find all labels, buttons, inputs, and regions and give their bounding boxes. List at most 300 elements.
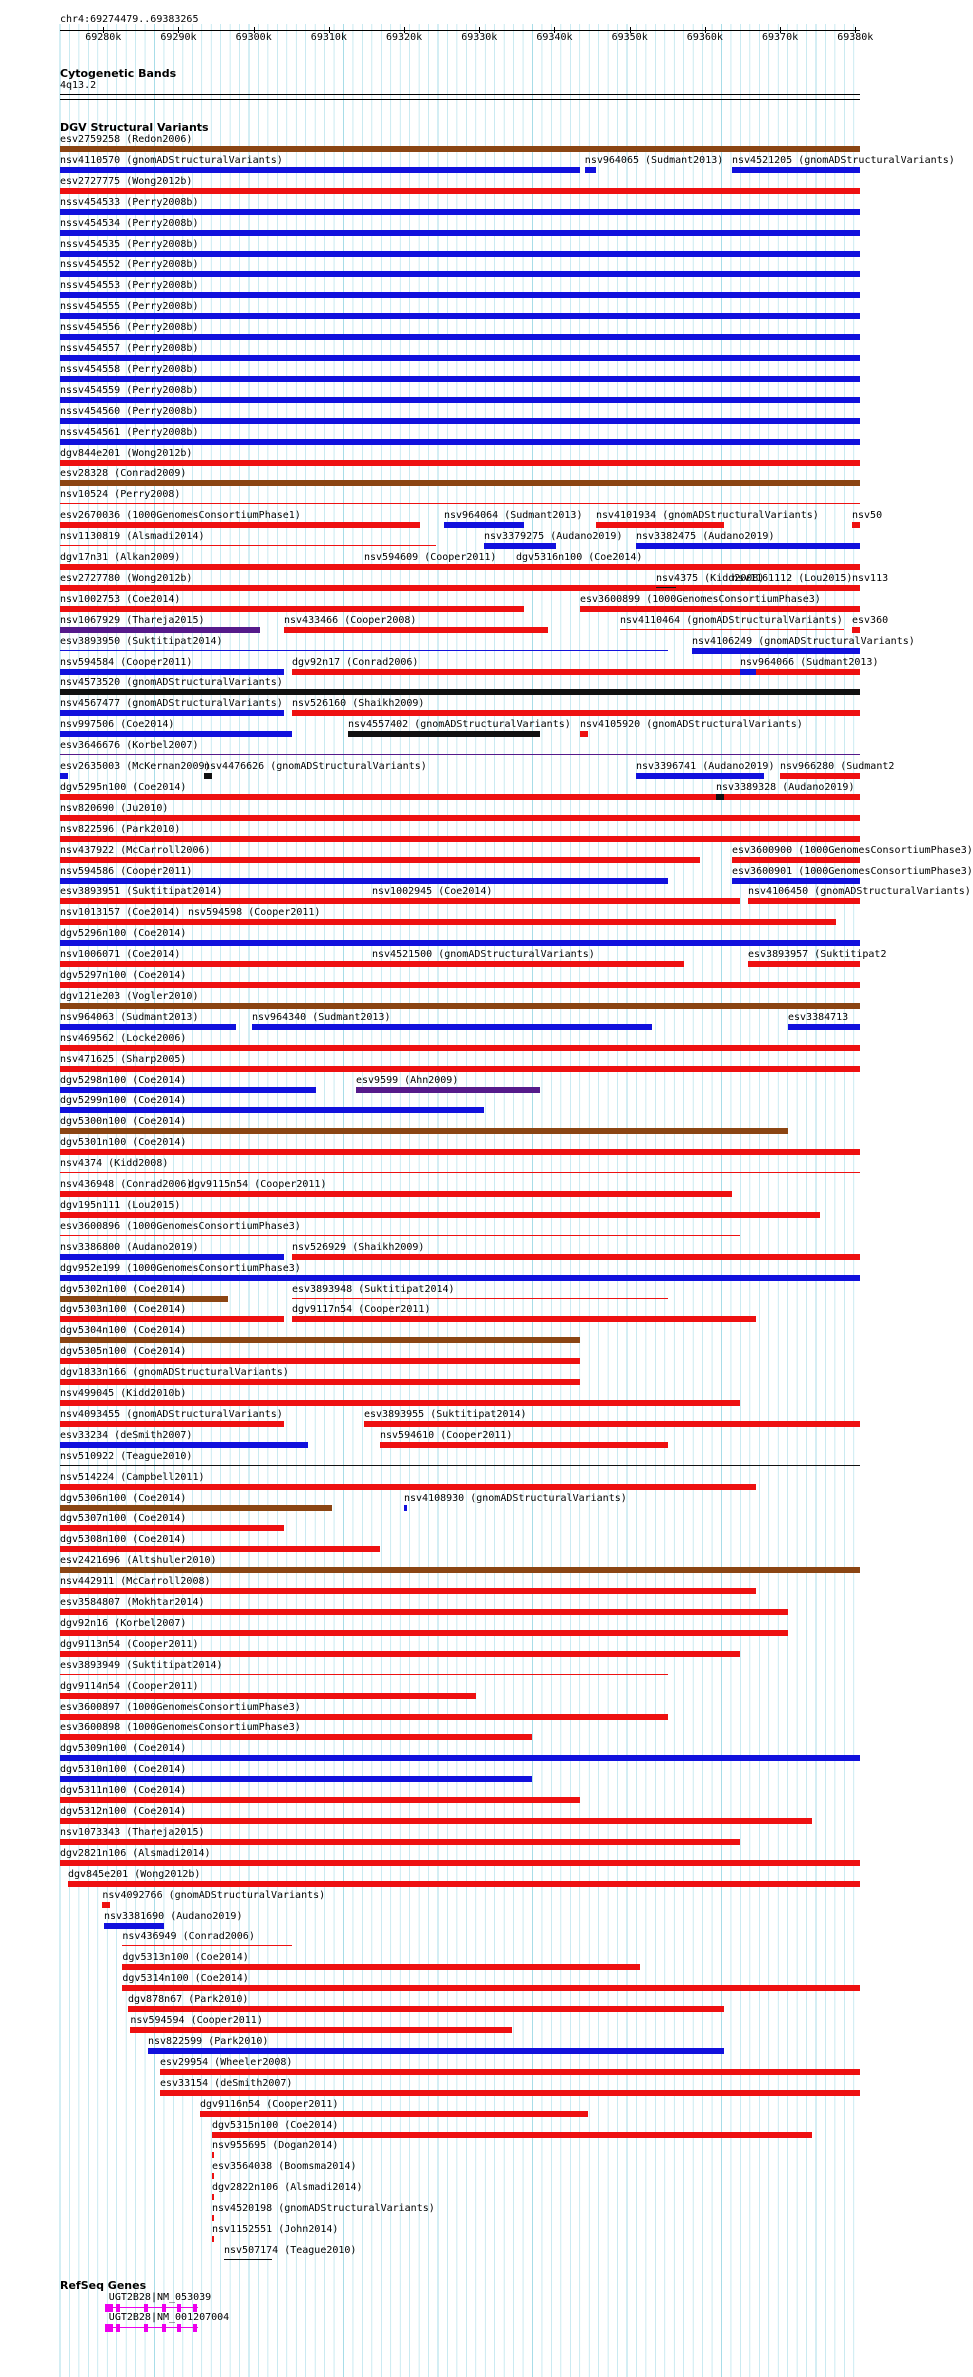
variant-label[interactable]: nsv4567477 (gnomADStructuralVariants) <box>60 698 283 710</box>
gene-exon[interactable] <box>116 2324 120 2332</box>
variant-bar[interactable] <box>252 1024 652 1030</box>
variant-label[interactable]: nsv4092766 (gnomADStructuralVariants) <box>102 1889 326 1901</box>
variant-bar[interactable] <box>748 961 860 967</box>
variant-label[interactable]: nsv4557402 (gnomADStructuralVariants) <box>348 719 571 731</box>
variant-label[interactable]: nssv454560 (Perry2008b) <box>60 405 199 417</box>
variant-bar[interactable] <box>364 564 516 570</box>
variant-label[interactable]: nsv510922 (Teague2010) <box>60 1450 193 1462</box>
variant-label[interactable]: dgv5306n100 (Coe2014) <box>60 1492 187 1504</box>
variant-bar[interactable] <box>60 1588 756 1594</box>
variant-label[interactable]: dgv5315n100 (Coe2014) <box>212 2119 339 2131</box>
gene-exon[interactable] <box>162 2324 166 2332</box>
variant-bar[interactable] <box>60 1066 860 1072</box>
variant-label[interactable]: dgv9117n54 (Cooper2011) <box>292 1304 431 1316</box>
variant-label[interactable]: dgv9115n54 (Cooper2011) <box>188 1179 327 1190</box>
variant-bar[interactable] <box>60 376 860 382</box>
variant-label[interactable]: nsv964066 (Sudmant2013) <box>740 656 879 668</box>
variant-label[interactable]: nsv1073343 (Thareja2015) <box>60 1826 205 1838</box>
variant-bar[interactable] <box>160 2090 860 2096</box>
variant-label[interactable]: nsv964064 (Sudmant2013) <box>444 510 583 522</box>
variant-label[interactable]: nsv469562 (Locke2006) <box>60 1032 187 1044</box>
variant-label[interactable]: nsv820690 (Ju2010) <box>60 802 169 814</box>
gene-exon[interactable] <box>162 2304 166 2312</box>
variant-bar[interactable] <box>60 1254 284 1260</box>
variant-bar[interactable] <box>200 2111 588 2117</box>
variant-label[interactable]: dgv5308n100 (Coe2014) <box>60 1534 187 1546</box>
variant-bar[interactable] <box>212 2132 812 2138</box>
variant-label[interactable]: nsv471625 (Sharp2005) <box>60 1053 187 1065</box>
variant-label[interactable]: nsv436949 (Conrad2006) <box>122 1931 255 1943</box>
variant-label[interactable]: esv3646676 (Korbel2007) <box>60 740 199 752</box>
variant-label[interactable]: esv2421696 (Altshuler2010) <box>60 1555 217 1567</box>
variant-label[interactable]: dgv878n67 (Park2010) <box>128 1994 249 2006</box>
variant-label[interactable]: nsv964340 (Sudmant2013) <box>252 1011 391 1023</box>
variant-bar[interactable] <box>60 1693 476 1699</box>
variant-bar[interactable] <box>716 794 724 800</box>
variant-bar[interactable] <box>60 1525 284 1531</box>
variant-label[interactable]: nsv113 <box>852 572 889 584</box>
gene-exon[interactable] <box>177 2304 181 2312</box>
variant-bar[interactable] <box>60 334 860 340</box>
variant-label[interactable]: esv3893957 (Suktitipat2 <box>748 949 887 961</box>
variant-label[interactable]: dgv845e201 (Wong2012b) <box>68 1868 201 1880</box>
variant-label[interactable]: nssv454558 (Perry2008b) <box>60 363 199 375</box>
variant-label[interactable]: esv3600900 (1000GenomesConsortiumPhase3) <box>732 844 973 856</box>
variant-bar[interactable] <box>60 251 860 257</box>
variant-bar[interactable] <box>596 522 724 528</box>
variant-label[interactable]: nsv10524 (Perry2008) <box>60 489 181 501</box>
variant-bar[interactable] <box>204 773 212 779</box>
variant-bar[interactable] <box>60 710 284 716</box>
variant-label[interactable]: nsv3386800 (Audano2019) <box>60 1241 199 1253</box>
variant-label[interactable]: dgv5295n100 (Coe2014) <box>60 781 187 793</box>
variant-bar[interactable] <box>60 1714 668 1720</box>
gene-exon[interactable] <box>144 2304 148 2312</box>
variant-label[interactable]: esv28328 (Conrad2009) <box>60 468 187 480</box>
variant-label[interactable]: dgv92n17 (Conrad2006) <box>292 656 419 668</box>
variant-bar[interactable] <box>516 564 860 570</box>
variant-bar[interactable] <box>224 2259 272 2260</box>
variant-bar[interactable] <box>60 773 68 779</box>
variant-bar[interactable] <box>60 1275 860 1281</box>
variant-label[interactable]: nsv4374 (Kidd2008) <box>60 1158 169 1170</box>
variant-bar[interactable] <box>60 1630 788 1636</box>
variant-label[interactable]: dgv5304n100 (Coe2014) <box>60 1325 187 1337</box>
variant-label[interactable]: nsv4476626 (gnomADStructuralVariants) <box>204 761 427 772</box>
variant-bar[interactable] <box>380 1442 668 1448</box>
gene-exon[interactable] <box>177 2324 181 2332</box>
variant-bar[interactable] <box>60 522 420 528</box>
variant-label[interactable]: nssv454556 (Perry2008b) <box>60 322 199 334</box>
variant-bar[interactable] <box>60 815 860 821</box>
variant-label[interactable]: nsv964063 (Sudmant2013) <box>60 1011 199 1023</box>
variant-bar[interactable] <box>60 961 372 967</box>
variant-label[interactable]: nsv4101934 (gnomADStructuralVariants) <box>596 510 819 522</box>
variant-label[interactable]: dgv1833n166 (gnomADStructuralVariants) <box>60 1367 289 1379</box>
variant-bar[interactable] <box>60 1235 740 1236</box>
variant-label[interactable]: nsv966280 (Sudmant2 <box>780 761 895 772</box>
variant-label[interactable]: nsv594598 (Cooper2011) <box>188 907 321 919</box>
variant-bar[interactable] <box>60 878 668 884</box>
variant-bar[interactable] <box>212 2152 214 2158</box>
variant-bar[interactable] <box>122 1985 860 1991</box>
variant-label[interactable]: dgv5305n100 (Coe2014) <box>60 1346 187 1358</box>
gene-label[interactable]: UGT2B28|NM_001207004 <box>108 2312 230 2323</box>
variant-label[interactable]: nsv442911 (McCarroll2008) <box>60 1576 211 1588</box>
variant-bar[interactable] <box>732 857 860 863</box>
variant-bar[interactable] <box>60 439 860 445</box>
variant-label[interactable]: dgv5302n100 (Coe2014) <box>60 1283 187 1295</box>
variant-label[interactable]: nsv594584 (Cooper2011) <box>60 656 193 668</box>
variant-bar[interactable] <box>748 898 860 904</box>
variant-label[interactable]: nssv454555 (Perry2008b) <box>60 301 199 313</box>
variant-bar[interactable] <box>60 919 188 925</box>
variant-bar[interactable] <box>60 669 284 675</box>
variant-label[interactable]: dgv5307n100 (Coe2014) <box>60 1513 187 1525</box>
variant-bar[interactable] <box>780 773 860 779</box>
variant-bar[interactable] <box>372 898 740 904</box>
variant-bar[interactable] <box>60 313 860 319</box>
variant-label[interactable]: esv3600898 (1000GenomesConsortiumPhase3) <box>60 1722 301 1734</box>
variant-label[interactable]: esv3893951 (Suktitipat2014) <box>60 886 223 898</box>
variant-bar[interactable] <box>188 1191 732 1197</box>
variant-bar[interactable] <box>60 1421 284 1427</box>
variant-label[interactable]: nsv514224 (Campbell2011) <box>60 1471 205 1483</box>
variant-bar[interactable] <box>60 940 860 946</box>
variant-bar[interactable] <box>60 167 580 173</box>
variant-label[interactable]: esv3893950 (Suktitipat2014) <box>60 635 223 647</box>
variant-bar[interactable] <box>444 522 524 528</box>
variant-label[interactable]: esv3600897 (1000GenomesConsortiumPhase3) <box>60 1701 301 1713</box>
variant-bar[interactable] <box>60 418 860 424</box>
variant-label[interactable]: dgv9114n54 (Cooper2011) <box>60 1680 199 1692</box>
variant-bar[interactable] <box>128 2006 724 2012</box>
variant-bar[interactable] <box>852 627 860 633</box>
variant-bar[interactable] <box>60 292 860 298</box>
variant-label[interactable]: nsv436948 (Conrad2006) <box>60 1179 193 1190</box>
variant-bar[interactable] <box>60 1212 820 1218</box>
variant-label[interactable]: nssv454552 (Perry2008b) <box>60 259 199 271</box>
variant-bar[interactable] <box>60 397 860 403</box>
variant-label[interactable]: nsv3389328 (Audano2019) <box>716 781 855 793</box>
variant-label[interactable]: nsv433466 (Cooper2008) <box>284 614 417 626</box>
variant-label[interactable]: dgv5298n100 (Coe2014) <box>60 1074 187 1086</box>
variant-bar[interactable] <box>60 1024 236 1030</box>
variant-bar[interactable] <box>585 167 596 173</box>
variant-label[interactable]: dgv5301n100 (Coe2014) <box>60 1137 187 1149</box>
variant-label[interactable]: esv2670036 (1000GenomesConsortiumPhase1) <box>60 510 301 522</box>
variant-label[interactable]: dgv5313n100 (Coe2014) <box>122 1952 249 1964</box>
variant-label[interactable]: esv9599 (Ahn2009) <box>356 1074 459 1086</box>
variant-label[interactable]: nsv594610 (Cooper2011) <box>380 1429 513 1441</box>
variant-bar[interactable] <box>60 1316 284 1322</box>
variant-label[interactable]: nsv1006071 (Coe2014) <box>60 949 181 961</box>
variant-label[interactable]: esv3600896 (1000GenomesConsortiumPhase3) <box>60 1220 301 1232</box>
variant-bar[interactable] <box>60 1087 316 1093</box>
variant-bar[interactable] <box>636 543 860 549</box>
variant-label[interactable]: nssv454553 (Perry2008b) <box>60 280 199 292</box>
variant-label[interactable]: esv3584807 (Mokhtar2014) <box>60 1597 205 1608</box>
variant-bar[interactable] <box>212 2236 214 2242</box>
variant-label[interactable]: nsv1002945 (Coe2014) <box>372 886 493 898</box>
variant-bar[interactable] <box>60 689 860 695</box>
variant-label[interactable]: esv3893955 (Suktitipat2014) <box>364 1408 527 1420</box>
variant-label[interactable]: nsv4093455 (gnomADStructuralVariants) <box>60 1408 283 1420</box>
variant-label[interactable]: nsv1067929 (Thareja2015) <box>60 614 205 626</box>
variant-bar[interactable] <box>60 1191 188 1197</box>
variant-label[interactable]: dgv5296n100 (Coe2014) <box>60 928 187 940</box>
variant-bar[interactable] <box>60 1651 740 1657</box>
variant-bar[interactable] <box>60 627 260 633</box>
variant-bar[interactable] <box>122 1945 292 1946</box>
variant-label[interactable]: dgv5303n100 (Coe2014) <box>60 1304 187 1316</box>
variant-bar[interactable] <box>60 982 860 988</box>
variant-label[interactable]: esv3893948 (Suktitipat2014) <box>292 1283 455 1295</box>
variant-label[interactable]: nsv4110570 (gnomADStructuralVariants) <box>60 154 283 166</box>
variant-bar[interactable] <box>60 1045 860 1051</box>
variant-bar[interactable] <box>732 167 860 173</box>
variant-bar[interactable] <box>60 1546 380 1552</box>
variant-bar[interactable] <box>788 1024 860 1030</box>
variant-bar[interactable] <box>60 1379 580 1385</box>
variant-label[interactable]: nsv594586 (Cooper2011) <box>60 865 193 877</box>
variant-bar[interactable] <box>60 1505 332 1511</box>
variant-bar[interactable] <box>60 1484 756 1490</box>
variant-label[interactable]: nsv4108930 (gnomADStructuralVariants) <box>404 1492 627 1504</box>
variant-bar[interactable] <box>348 731 540 737</box>
variant-bar[interactable] <box>60 1567 860 1573</box>
variant-label[interactable]: dgv5314n100 (Coe2014) <box>122 1973 249 1985</box>
variant-label[interactable]: nsv50 <box>852 510 883 522</box>
variant-label[interactable]: nsv1161112 (Lou2015) <box>732 572 853 584</box>
variant-bar[interactable] <box>60 1465 860 1466</box>
variant-bar[interactable] <box>60 836 860 842</box>
variant-label[interactable]: esv2759258 (Redon2006) <box>60 134 193 145</box>
variant-bar[interactable] <box>60 271 860 277</box>
variant-bar[interactable] <box>60 1839 740 1845</box>
variant-bar[interactable] <box>404 1505 407 1511</box>
variant-bar[interactable] <box>484 543 556 549</box>
variant-label[interactable]: nsv4106450 (gnomADStructuralVariants) <box>748 886 971 898</box>
variant-bar[interactable] <box>60 1609 788 1615</box>
variant-bar[interactable] <box>292 710 860 716</box>
variant-label[interactable]: nsv1013157 (Coe2014) <box>60 907 181 919</box>
variant-label[interactable]: esv2727775 (Wong2012b) <box>60 175 193 187</box>
variant-bar[interactable] <box>284 627 548 633</box>
variant-label[interactable]: nssv454561 (Perry2008b) <box>60 426 199 438</box>
variant-label[interactable]: dgv2821n106 (Alsmadi2014) <box>60 1847 211 1859</box>
variant-label[interactable]: nsv4105920 (gnomADStructuralVariants) <box>580 719 803 731</box>
variant-bar[interactable] <box>580 606 860 612</box>
variant-label[interactable]: nssv454559 (Perry2008b) <box>60 384 199 396</box>
variant-bar[interactable] <box>60 731 292 737</box>
variant-label[interactable]: dgv121e203 (Vogler2010) <box>60 990 199 1002</box>
variant-bar[interactable] <box>68 1881 860 1887</box>
variant-label[interactable]: nssv454533 (Perry2008b) <box>60 196 199 208</box>
variant-bar[interactable] <box>620 629 844 630</box>
variant-bar[interactable] <box>60 898 380 904</box>
variant-bar[interactable] <box>60 1776 532 1782</box>
variant-bar[interactable] <box>580 731 588 737</box>
variant-label[interactable]: dgv5316n100 (Coe2014) <box>516 552 643 563</box>
gene-exon[interactable] <box>116 2304 120 2312</box>
variant-bar[interactable] <box>356 1087 540 1093</box>
variant-label[interactable]: dgv5299n100 (Coe2014) <box>60 1095 187 1107</box>
variant-bar[interactable] <box>732 585 780 591</box>
gene-exon[interactable] <box>193 2304 197 2312</box>
variant-label[interactable]: esv29954 (Wheeler2008) <box>160 2056 293 2068</box>
variant-label[interactable]: esv3600899 (1000GenomesConsortiumPhase3) <box>580 593 821 605</box>
variant-label[interactable]: nsv1130819 (Alsmadi2014) <box>60 531 205 543</box>
variant-label[interactable]: esv33154 (deSmith2007) <box>160 2077 293 2089</box>
variant-label[interactable]: esv2727780 (Wong2012b) <box>60 572 193 584</box>
variant-bar[interactable] <box>60 1172 860 1173</box>
variant-bar[interactable] <box>102 1902 110 1908</box>
variant-label[interactable]: nssv454535 (Perry2008b) <box>60 238 199 250</box>
variant-bar[interactable] <box>60 1296 228 1302</box>
variant-bar[interactable] <box>692 648 860 654</box>
variant-label[interactable]: nsv997506 (Coe2014) <box>60 719 175 731</box>
variant-label[interactable]: nsv3382475 (Audano2019) <box>636 531 775 543</box>
variant-bar[interactable] <box>852 585 860 591</box>
variant-bar[interactable] <box>60 1797 580 1803</box>
variant-bar[interactable] <box>292 669 860 675</box>
variant-label[interactable]: dgv844e201 (Wong2012b) <box>60 447 193 459</box>
variant-bar[interactable] <box>60 650 668 651</box>
variant-bar[interactable] <box>60 1149 860 1155</box>
variant-bar[interactable] <box>60 480 860 486</box>
variant-label[interactable]: nsv1002753 (Coe2014) <box>60 593 181 605</box>
gene-exon[interactable] <box>105 2324 113 2332</box>
variant-label[interactable]: dgv195n111 (Lou2015) <box>60 1199 181 1211</box>
variant-bar[interactable] <box>292 1316 756 1322</box>
variant-label[interactable]: esv33234 (deSmith2007) <box>60 1429 193 1441</box>
variant-bar[interactable] <box>60 1337 580 1343</box>
variant-label[interactable]: nsv1152551 (John2014) <box>212 2224 339 2235</box>
variant-label[interactable]: nsv4521205 (gnomADStructuralVariants) <box>732 154 955 166</box>
variant-label[interactable]: nsv526929 (Shaikh2009) <box>292 1241 425 1253</box>
variant-bar[interactable] <box>60 1128 788 1134</box>
variant-label[interactable]: nsv4573520 (gnomADStructuralVariants) <box>60 677 283 689</box>
gene-exon[interactable] <box>105 2304 113 2312</box>
variant-bar[interactable] <box>60 1400 740 1406</box>
variant-label[interactable]: dgv92n16 (Korbel2007) <box>60 1617 187 1629</box>
variant-label[interactable]: dgv5297n100 (Coe2014) <box>60 970 187 981</box>
gene-label[interactable]: UGT2B28|NM_053039 <box>108 2292 212 2303</box>
variant-label[interactable]: nsv499045 (Kidd2010b) <box>60 1388 187 1399</box>
variant-label[interactable]: nsv822599 (Park2010) <box>148 2035 269 2047</box>
variant-bar[interactable] <box>656 587 676 588</box>
variant-bar[interactable] <box>212 2173 214 2179</box>
variant-bar[interactable] <box>60 606 524 612</box>
variant-label[interactable]: nsv594594 (Cooper2011) <box>130 2015 263 2026</box>
variant-label[interactable]: nsv822596 (Park2010) <box>60 823 181 835</box>
variant-label[interactable]: nsv526160 (Shaikh2009) <box>292 698 425 710</box>
variant-label[interactable]: nssv454557 (Perry2008b) <box>60 343 199 354</box>
variant-bar[interactable] <box>292 1254 860 1260</box>
variant-label[interactable]: dgv952e199 (1000GenomesConsortiumPhase3) <box>60 1262 301 1274</box>
variant-label[interactable]: esv360 <box>852 614 889 626</box>
variant-label[interactable]: nsv437922 (McCarroll2006) <box>60 844 211 856</box>
variant-bar[interactable] <box>732 878 860 884</box>
variant-label[interactable]: nsv3379275 (Audano2019) <box>484 531 623 543</box>
variant-label[interactable]: dgv5311n100 (Coe2014) <box>60 1785 187 1797</box>
gene-exon[interactable] <box>193 2324 197 2332</box>
variant-bar[interactable] <box>60 857 700 863</box>
variant-label[interactable]: nsv3381690 (Audano2019) <box>104 1910 243 1922</box>
variant-bar[interactable] <box>160 2069 860 2075</box>
variant-bar[interactable] <box>212 2215 214 2221</box>
variant-bar[interactable] <box>60 1107 484 1113</box>
variant-bar[interactable] <box>292 1298 668 1299</box>
variant-label[interactable]: dgv5300n100 (Coe2014) <box>60 1116 187 1128</box>
variant-label[interactable]: dgv5312n100 (Coe2014) <box>60 1806 187 1817</box>
variant-bar[interactable] <box>60 794 860 800</box>
variant-bar[interactable] <box>60 355 860 361</box>
variant-bar[interactable] <box>60 1860 860 1866</box>
variant-label[interactable]: esv3564038 (Boomsma2014) <box>212 2161 357 2173</box>
variant-bar[interactable] <box>188 919 836 925</box>
variant-label[interactable]: esv3600901 (1000GenomesConsortiumPhase3) <box>732 865 973 877</box>
variant-bar[interactable] <box>60 503 860 504</box>
variant-label[interactable]: nsv3396741 (Audano2019) <box>636 761 775 772</box>
variant-bar[interactable] <box>60 1442 308 1448</box>
variant-bar[interactable] <box>60 146 860 152</box>
variant-bar[interactable] <box>122 1964 640 1970</box>
variant-bar[interactable] <box>364 1421 860 1427</box>
variant-bar[interactable] <box>60 1818 812 1824</box>
variant-bar[interactable] <box>104 1923 164 1929</box>
variant-bar[interactable] <box>60 1358 580 1364</box>
variant-label[interactable]: nsv4110464 (gnomADStructuralVariants) <box>620 614 843 626</box>
variant-label[interactable]: nsv4520198 (gnomADStructuralVariants) <box>212 2203 435 2215</box>
variant-label[interactable]: nsv594609 (Cooper2011) <box>364 552 497 563</box>
variant-label[interactable]: dgv5309n100 (Coe2014) <box>60 1743 187 1755</box>
variant-label[interactable]: esv3384713 <box>788 1011 849 1023</box>
variant-bar[interactable] <box>130 2027 512 2033</box>
variant-label[interactable]: nsv507174 (Teague2010) <box>224 2244 357 2256</box>
variant-label[interactable]: dgv2822n106 (Alsmadi2014) <box>212 2182 363 2194</box>
variant-bar[interactable] <box>60 230 860 236</box>
variant-bar[interactable] <box>372 961 684 967</box>
variant-bar[interactable] <box>60 1003 860 1009</box>
variant-bar[interactable] <box>60 460 860 466</box>
variant-label[interactable]: nsv964065 (Sudmant2013) <box>584 154 724 166</box>
variant-bar[interactable] <box>852 522 860 528</box>
variant-bar[interactable] <box>60 754 860 755</box>
variant-label[interactable]: nsv4521500 (gnomADStructuralVariants) <box>372 949 595 961</box>
variant-label[interactable]: dgv9116n54 (Cooper2011) <box>200 2098 339 2110</box>
variant-bar[interactable] <box>60 1755 860 1761</box>
variant-label[interactable]: esv2635003 (McKernan2009) <box>60 761 211 772</box>
variant-bar[interactable] <box>60 545 436 546</box>
variant-bar[interactable] <box>740 669 756 675</box>
variant-label[interactable]: dgv17n31 (Alkan2009) <box>60 552 181 563</box>
variant-bar[interactable] <box>60 209 860 215</box>
variant-label[interactable]: nsv955695 (Dogan2014) <box>212 2140 339 2152</box>
variant-label[interactable]: nssv454534 (Perry2008b) <box>60 217 199 229</box>
gene-exon[interactable] <box>144 2324 148 2332</box>
variant-label[interactable]: dgv5310n100 (Coe2014) <box>60 1764 187 1776</box>
variant-bar[interactable] <box>60 1674 668 1675</box>
variant-label[interactable]: esv3893949 (Suktitipat2014) <box>60 1659 223 1671</box>
variant-label[interactable]: nsv4106249 (gnomADStructuralVariants) <box>692 635 915 647</box>
variant-bar[interactable] <box>60 188 860 194</box>
variant-label[interactable]: nsv4375 (Kidd2008) <box>656 572 765 584</box>
variant-label[interactable]: dgv9113n54 (Cooper2011) <box>60 1638 199 1650</box>
variant-bar[interactable] <box>148 2048 724 2054</box>
variant-bar[interactable] <box>212 2194 214 2200</box>
